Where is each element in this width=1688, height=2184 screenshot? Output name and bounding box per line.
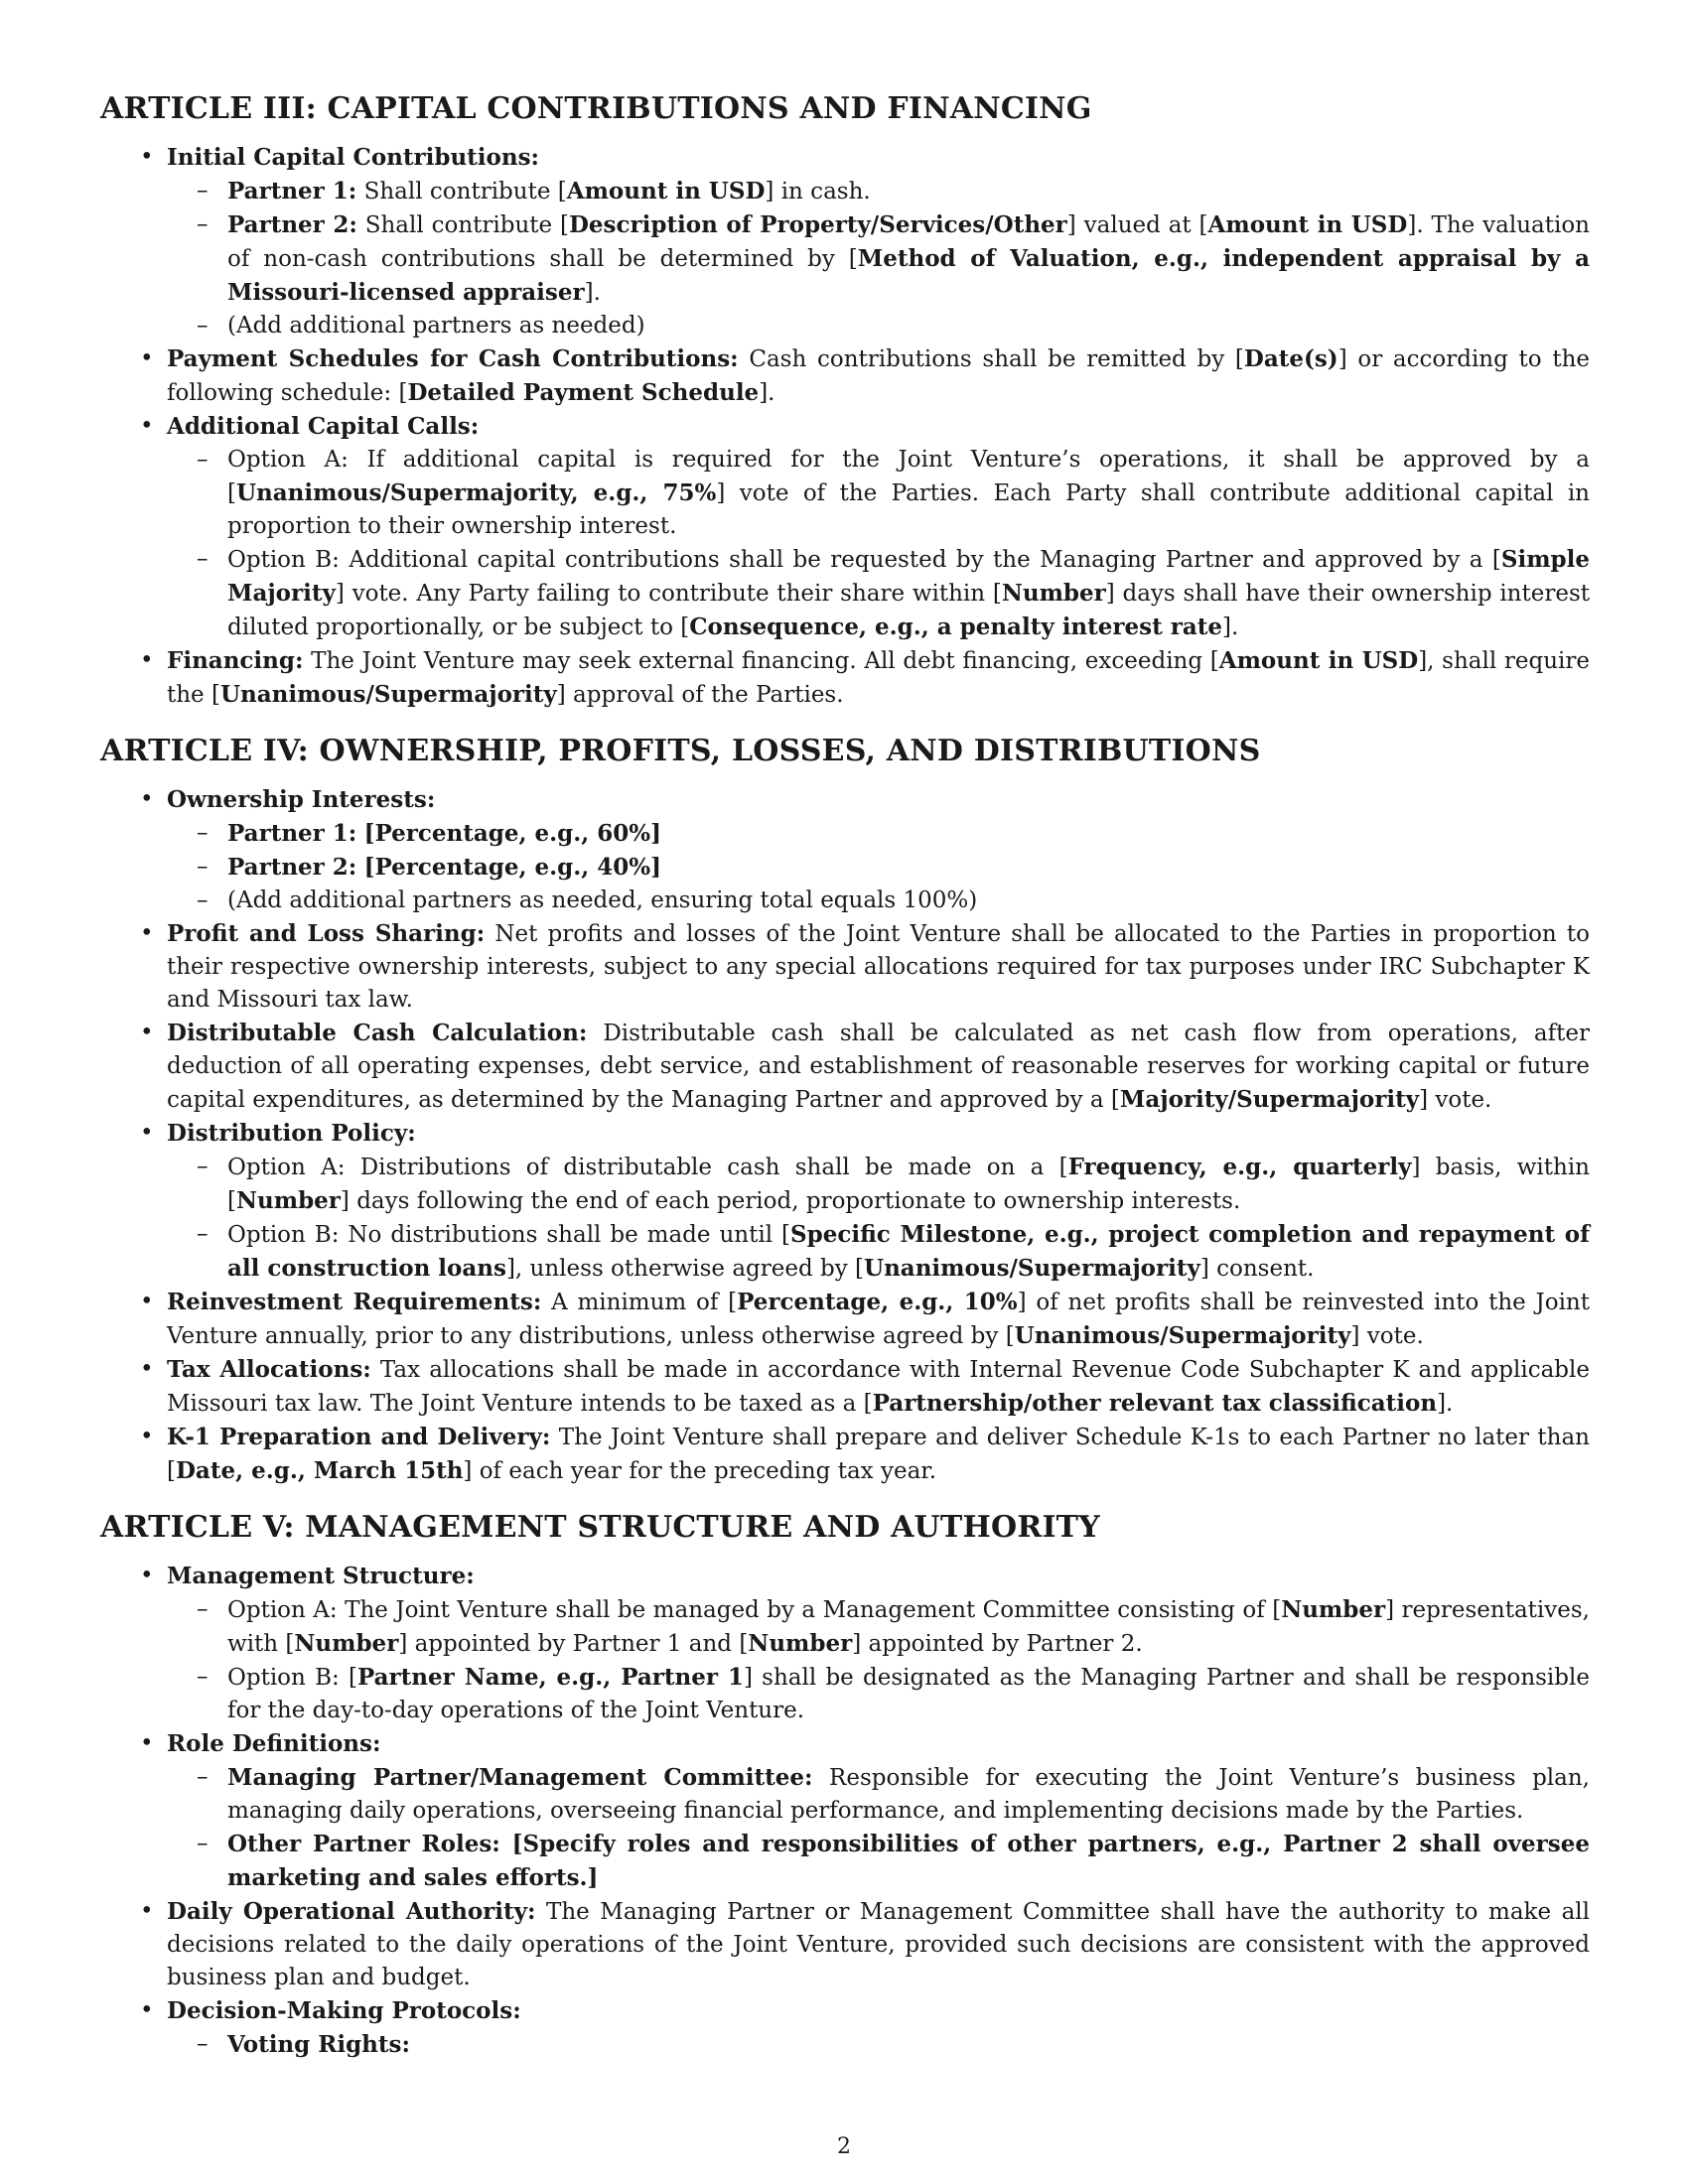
decision-making-protocols: • Decision-Making Protocols: – Voting Rights: [100,1994,1590,2062]
ownership-additional-note: – (Add additional partners as needed, ensuring total equals 100%) [167,885,1590,917]
article-iii-heading: ARTICLE III: CAPITAL CONTRIBUTIONS AND FINANCING [100,91,1092,126]
distribution-option-a: – Option A: Distributions of distributable cash shall be made on a [Frequency, e.g., quarterly] basis, within [Number] days following the end of each period, proportionate to ownership interests. [167,1151,1590,1218]
managing-partner-role: – Managing Partner/Management Committee: Responsible for executing the Joint Venture’s business plan, managing daily operations, overseeing financial performance, and implementing decisions made by the Parties. [167,1761,1590,1828]
management-option-b: – Option B: [Partner Name, e.g., Partner 1] shall be designated as the Managing Partner and shall be responsible for the day-to-day operations of the Joint Venture. [167,1661,1590,1727]
capital-calls-option-b: – Option B: Additional capital contributions shall be requested by the Managing Partner and approved by a [Simple Majority] vote. Any Party failing to contribute their share within [Number] days shall have their ownership interest diluted proportionally, or be subject to [Consequence, e.g., a penalty interest rate]. [167,543,1590,644]
reinvestment-requirements: • Reinvestment Requirements: A minimum of [Percentage, e.g., 10%] of net profits shall be reinvested into the Joint Venture annually, prior to any distributions, unless otherwise agreed by [Unanimous/Supermajority] vote. [100,1286,1590,1353]
page-number: 2 [837,2134,851,2159]
role-definitions: • Role Definitions: – Managing Partner/Management Committee: Responsible for executing the Joint Venture’s business plan, managing daily operations, overseeing financial performance, and implementing decisions made by the Parties. – Other Partner Roles: [Specify roles and responsibilities of other partners, e.g., Partner 2 shall oversee marketing and sales efforts.] [100,1727,1590,1895]
management-structure: • Management Structure: – Option A: The Joint Venture shall be managed by a Management Committee consisting of [Number] representatives, with [Number] appointed by Partner 1 and [Number] appointed by Partner 2. – Option B: [Partner Name, e.g., Partner 1] shall be designated as the Managing Partner and shall be responsible for the day-to-day operations of the Joint Venture. [100,1560,1590,1727]
daily-operational-authority: • Daily Operational Authority: The Managing Partner or Management Committee shall have the authority to make all decisions related to the daily operations of the Joint Venture, provided such decisions are consistent with the approved business plan and budget. [100,1895,1590,1994]
other-partner-roles: – Other Partner Roles: [Specify roles and responsibilities of other partners, e.g., Partner 2 shall oversee marketing and sales efforts.] [167,1828,1590,1895]
management-option-a: – Option A: The Joint Venture shall be managed by a Management Committee consisting of [Number] representatives, with [Number] appointed by Partner 1 and [Number] appointed by Partner 2. [167,1593,1590,1661]
distribution-policy: • Distribution Policy: – Option A: Distributions of distributable cash shall be made on a [Frequency, e.g., quarterly] basis, within [Number] days following the end of each period, proportionate to ownership interests. – Option B: No distributions shall be made until [Specific Milestone, e.g., project completion and repayment of all construction loans], unless otherwise agreed by [Unanimous/Supermajority] consent. [100,1117,1590,1286]
article-v-heading: ARTICLE V: MANAGEMENT STRUCTURE AND AUTHORITY [100,1510,1100,1545]
voting-rights: – Voting Rights: [167,2028,1590,2062]
article-iii [100,91,1590,712]
ownership-interests: • Ownership Interests: – Partner 1: [Percentage, e.g., 60%] – Partner 2: [Percentage, e.g., 40%] – (Add additional partners as needed, ensuring total equals 100%) [100,783,1590,917]
article-v [100,1510,1590,2062]
additional-partners-note: – (Add additional partners as needed) [167,310,1590,342]
partner-1-ownership: – Partner 1: [Percentage, e.g., 60%] [167,817,1590,851]
k1-preparation: • K-1 Preparation and Delivery: The Joint Venture shall prepare and deliver Schedule K-1s to each Partner no later than [Date, e.g., March 15th] of each year for the preceding tax year. [100,1421,1590,1488]
distributable-cash: • Distributable Cash Calculation: Distributable cash shall be calculated as net cash flow from operations, after deduction of all operating expenses, debt service, and establishment of reasonable reserves for working capital or future capital expenditures, as determined by the Managing Partner and approved by a [Majority/Supermajority] vote. [100,1017,1590,1117]
partner-2-ownership: – Partner 2: [Percentage, e.g., 40%] [167,851,1590,885]
document-page [100,91,1590,2084]
tax-allocations: • Tax Allocations: Tax allocations shall be made in accordance with Internal Revenue Code Subchapter K and applicable Missouri tax law. The Joint Venture intends to be taxed as a [Partnership/other relevant tax classification]. [100,1353,1590,1421]
partner-2-contribution: – Partner 2: Shall contribute [Description of Property/Services/Other] valued at [Amount in USD]. The valuation of non-cash contributions shall be determined by [Method of Valuation, e.g., independent appraisal by a Missouri-licensed appraiser]. [167,208,1590,310]
partner-1-contribution: – Partner 1: Shall contribute [Amount in USD] in cash. [167,175,1590,208]
article-iv-heading: ARTICLE IV: OWNERSHIP, PROFITS, LOSSES, AND DISTRIBUTIONS [100,734,1261,768]
initial-capital-contributions: • Initial Capital Contributions: – Partner 1: Shall contribute [Amount in USD] in cash. – Partner 2: Shall contribute [Description of Property/Services/Other] valued at [Amount in USD]. The valuation of non-cash contributions shall be determined by [Method of Valuation, e.g., independent appraisal by a Missouri-licensed appraiser]. – (Add additional partners as needed) [100,141,1590,342]
distribution-option-b: – Option B: No distributions shall be made until [Specific Milestone, e.g., project completion and repayment of all construction loans], unless otherwise agreed by [Unanimous/Supermajority] consent. [167,1218,1590,1286]
payment-schedules: • Payment Schedules for Cash Contributions: Cash contributions shall be remitted by [Date(s)] or according to the following schedule: [Detailed Payment Schedule]. [100,342,1590,410]
capital-calls-option-a: – Option A: If additional capital is required for the Joint Venture’s operations, it shall be approved by a [Unanimous/Supermajority, e.g., 75%] vote of the Parties. Each Party shall contribute additional capital in proportion to their ownership interest. [167,444,1590,543]
article-iv [100,734,1590,1488]
additional-capital-calls: • Additional Capital Calls: – Option A: If additional capital is required for the Joint Venture’s operations, it shall be approved by a [Unanimous/Supermajority, e.g., 75%] vote of the Parties. Each Party shall contribute additional capital in proportion to their ownership interest. – Option B: Additional capital contributions shall be requested by the Managing Partner and approved by a [Simple Majority] vote. Any Party failing to contribute their share within [Number] days shall have their ownership interest diluted proportionally, or be subject to [Consequence, e.g., a penalty interest rate]. [100,410,1590,644]
profit-loss-sharing: • Profit and Loss Sharing: Net profits and losses of the Joint Venture shall be allocated to the Parties in proportion to their respective ownership interests, subject to any special allocations required for tax purposes under IRC Subchapter K and Missouri tax law. [100,917,1590,1017]
financing: • Financing: The Joint Venture may seek external financing. All debt financing, exceeding [Amount in USD], shall require the [Unanimous/Supermajority] approval of the Parties. [100,644,1590,712]
